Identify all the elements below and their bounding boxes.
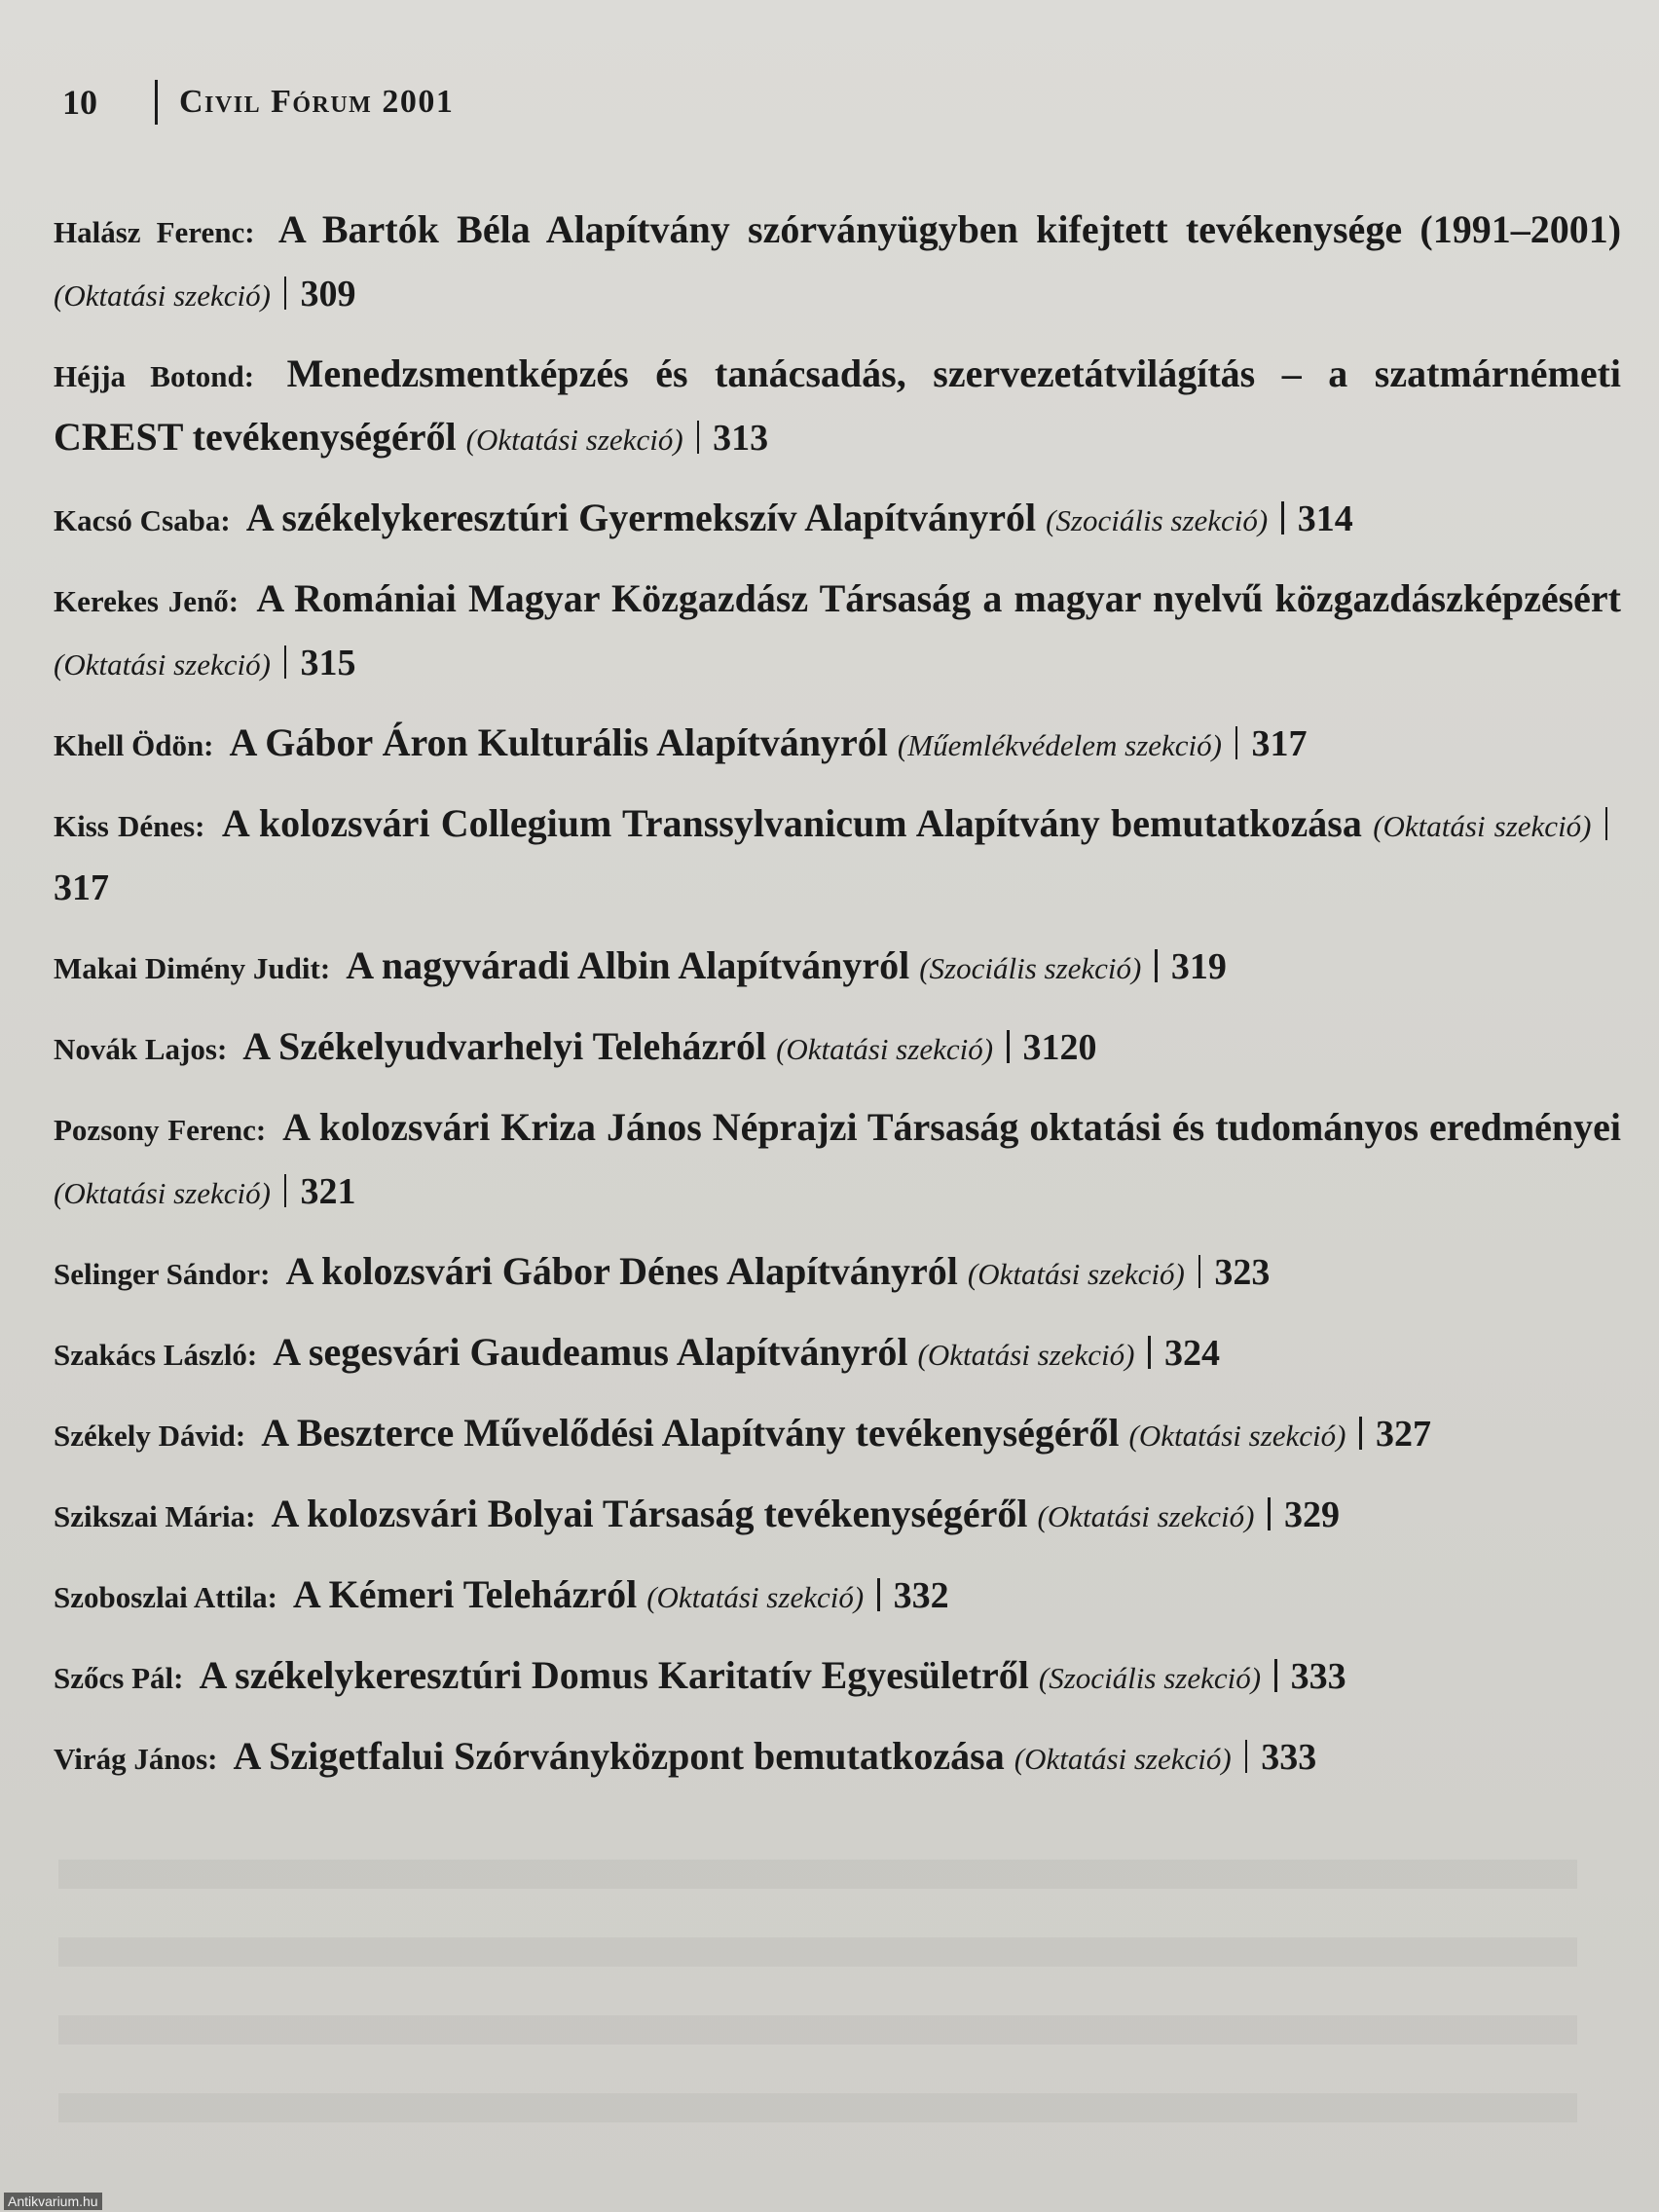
entry-section: (Oktatási szekció) (1037, 1499, 1255, 1533)
toc-entry-novak (54, 1016, 1621, 1080)
entry-author: Selinger Sándor: (54, 1257, 271, 1291)
entry-title: A kolozsvári Collegium Transsylvanicum Alapítvány bemutatkozása (221, 801, 1362, 845)
toc-entry-kerekes (54, 569, 1621, 695)
entry-author: Pozsony Ferenc: (54, 1113, 267, 1147)
toc-entry-szekely (54, 1403, 1621, 1466)
entry-section: (Oktatási szekció) (776, 1032, 994, 1066)
entry-section: (Oktatási szekció) (917, 1338, 1135, 1372)
entry-section: (Műemlékvédelem szekció) (897, 728, 1222, 762)
toc-entry-szikszai (54, 1484, 1621, 1547)
toc-entry-halasz (54, 200, 1621, 326)
entry-author: Szakács László: (54, 1338, 258, 1372)
entry-author: Székely Dávid: (54, 1419, 246, 1453)
page-number: 10 (62, 83, 97, 122)
entry-separator (284, 1174, 287, 1207)
entry-title: A nagyváradi Albin Alapítványról (346, 943, 910, 987)
entry-page-number: 321 (300, 1171, 356, 1212)
toc-entry-szoboszlai (54, 1565, 1621, 1628)
entry-page-number: 317 (54, 867, 109, 908)
entry-separator (1605, 807, 1608, 840)
entry-author: Szoboszlai Attila: (54, 1580, 277, 1614)
entry-separator (284, 645, 287, 679)
entry-author: Novák Lajos: (54, 1032, 228, 1066)
entry-page-number: 3120 (1022, 1027, 1097, 1068)
entry-section: (Oktatási szekció) (1373, 809, 1592, 843)
entry-title: A Kémeri Teleházról (292, 1572, 638, 1616)
entry-separator (284, 276, 287, 310)
entry-separator (1007, 1030, 1010, 1063)
entry-separator (877, 1578, 880, 1611)
toc-entry-makai (54, 936, 1621, 999)
entry-section: (Oktatási szekció) (967, 1257, 1185, 1291)
show-through-texture (58, 1830, 1577, 2122)
entry-separator (1235, 726, 1238, 759)
entry-title: A segesvári Gaudeamus Alapítványról (273, 1330, 908, 1374)
entry-separator (1268, 1497, 1271, 1530)
entry-separator (1245, 1740, 1248, 1773)
entry-separator (1359, 1417, 1362, 1450)
entry-separator (1155, 949, 1158, 982)
entry-title: A Romániai Magyar Közgazdász Társaság a magyar nyelvű közgazdászképzésért (256, 576, 1622, 620)
toc-entry-szocs (54, 1645, 1621, 1709)
entry-title: A Szigetfalui Szórványközpont bemutatkozása (233, 1734, 1005, 1778)
entry-section: (Szociális szekció) (1046, 503, 1269, 537)
entry-title: A Székelyudvarhelyi Teleházról (242, 1024, 767, 1068)
page-header (62, 78, 454, 127)
toc-entry-kiss (54, 793, 1621, 918)
running-title: Civil Fórum 2001 (179, 84, 455, 120)
entry-title: Menedzsmentképzés és tanácsadás, szervezetátvilágítás – a szatmárnémeti CREST tevékenységéről (54, 351, 1622, 459)
entry-author: Héjja Botond: (54, 359, 255, 393)
entry-section: (Oktatási szekció) (54, 1176, 271, 1210)
entry-section: (Oktatási szekció) (54, 647, 271, 682)
entry-title: A kolozsvári Kriza János Néprajzi Társaság oktatási és tudományos eredményei (282, 1105, 1622, 1149)
header-divider (155, 80, 158, 125)
entry-page-number: 309 (300, 274, 356, 314)
entry-page-number: 332 (893, 1575, 949, 1616)
entry-author: Kacsó Csaba: (54, 503, 231, 537)
entry-separator (697, 421, 700, 454)
entry-page-number: 317 (1251, 723, 1308, 764)
entry-author: Halász Ferenc: (54, 215, 255, 249)
entry-author: Kerekes Jenő: (54, 584, 240, 618)
entry-page-number: 314 (1297, 498, 1353, 539)
entry-section: (Oktatási szekció) (54, 278, 271, 313)
entry-section: (Oktatási szekció) (1128, 1419, 1346, 1453)
entry-title: A Gábor Áron Kulturális Alapítványról (229, 720, 888, 764)
site-watermark: Antikvarium.hu (4, 2193, 102, 2210)
table-of-contents (54, 200, 1621, 1807)
entry-section: (Oktatási szekció) (646, 1580, 865, 1614)
entry-title: A Beszterce Művelődési Alapítvány tevékenységéről (261, 1411, 1120, 1455)
entry-section: (Szociális szekció) (919, 951, 1142, 985)
entry-separator (1148, 1336, 1151, 1369)
entry-author: Khell Ödön: (54, 728, 214, 762)
toc-entry-virag (54, 1726, 1621, 1789)
entry-title: A kolozsvári Bolyai Társaság tevékenységéről (271, 1492, 1028, 1535)
toc-entry-selinger (54, 1241, 1621, 1305)
entry-section: (Oktatási szekció) (1014, 1742, 1232, 1776)
entry-separator (1281, 501, 1284, 535)
entry-author: Kiss Dénes: (54, 809, 205, 843)
entry-separator (1274, 1659, 1277, 1692)
entry-page-number: 315 (300, 643, 356, 683)
entry-page-number: 327 (1375, 1414, 1431, 1455)
entry-page-number: 333 (1290, 1656, 1346, 1697)
entry-page-number: 329 (1283, 1494, 1340, 1535)
entry-page-number: 333 (1261, 1737, 1317, 1778)
toc-entry-kacso (54, 488, 1621, 551)
entry-title: A székelykeresztúri Domus Karitatív Egyesületről (199, 1653, 1029, 1697)
entry-title: A székelykeresztúri Gyermekszív Alapítványról (245, 496, 1037, 539)
entry-author: Virág János: (54, 1742, 218, 1776)
entry-page-number: 323 (1214, 1252, 1271, 1293)
entry-page-number: 319 (1170, 946, 1227, 987)
toc-entry-khell (54, 713, 1621, 776)
entry-author: Szikszai Mária: (54, 1499, 256, 1533)
entry-page-number: 324 (1163, 1333, 1220, 1374)
entry-author: Makai Dimény Judit: (54, 951, 331, 985)
toc-entry-szakacs (54, 1322, 1621, 1385)
entry-page-number: 313 (713, 418, 769, 459)
toc-entry-hejja (54, 344, 1621, 470)
entry-separator (1198, 1255, 1201, 1288)
entry-title: A kolozsvári Gábor Dénes Alapítványról (285, 1249, 958, 1293)
entry-author: Szőcs Pál: (54, 1661, 184, 1695)
entry-section: (Szociális szekció) (1038, 1661, 1262, 1695)
entry-title: A Bartók Béla Alapítvány szórványügyben kifejtett tevékenysége (1991–2001) (277, 207, 1622, 251)
toc-entry-pozsony (54, 1097, 1621, 1224)
entry-section: (Oktatási szekció) (465, 423, 683, 457)
